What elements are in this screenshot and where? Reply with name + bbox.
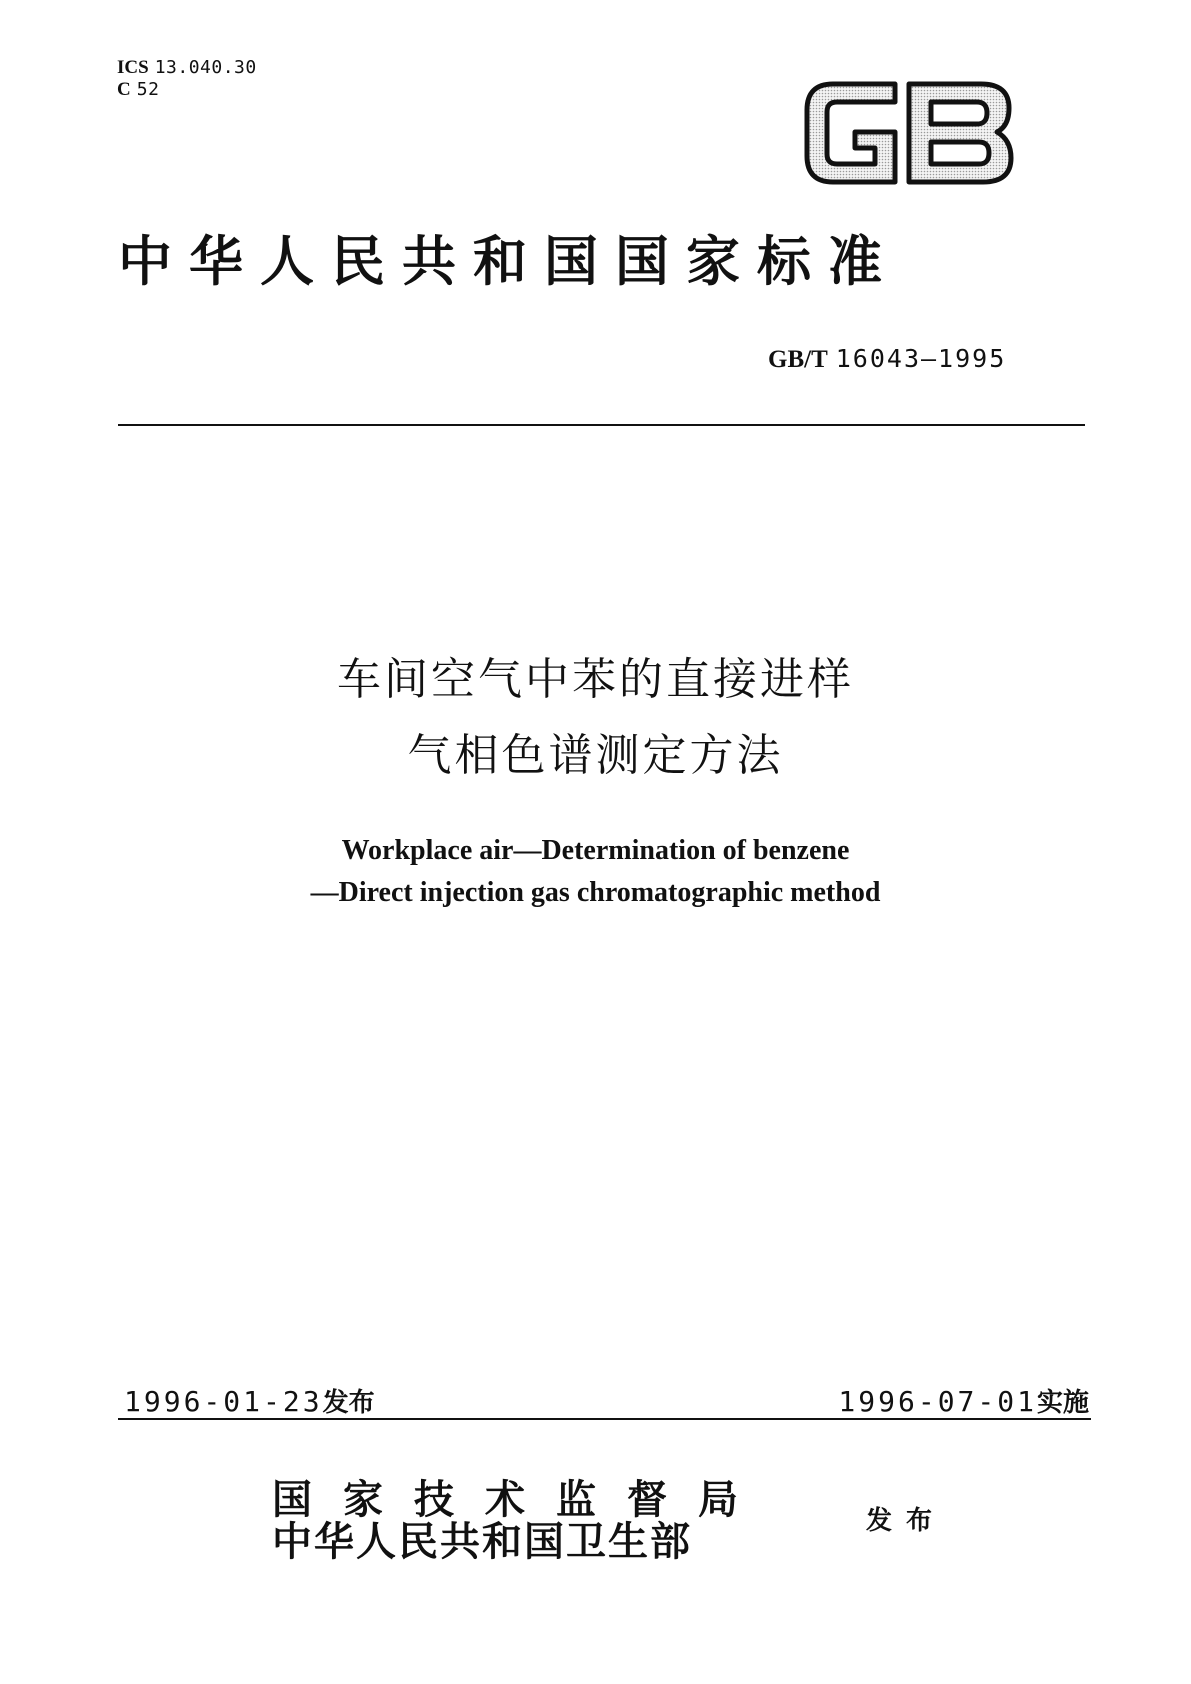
effective-date-value: 1996-07-01	[838, 1385, 1037, 1418]
gb-logo	[803, 80, 1015, 186]
effective-date-suffix: 实施	[1036, 1388, 1089, 1418]
footer-divider	[118, 1418, 1091, 1420]
title-en-line2: —Direct injection gas chromatographic method	[310, 877, 881, 908]
c-line	[117, 79, 257, 101]
standard-code-number: 16043—1995	[835, 344, 1007, 373]
ics-line	[117, 57, 257, 79]
ics-label: ICS	[117, 57, 149, 78]
title-cn-line2: 气相色谱测定方法	[407, 730, 784, 781]
issuer-line2: 中华人民共和国卫生部	[272, 1518, 692, 1565]
title-en-line1: Workplace air—Determination of benzene	[341, 835, 850, 866]
issuer-line1: 国家技术监督局	[272, 1476, 769, 1523]
issued-date	[124, 1382, 375, 1419]
effective-date	[838, 1382, 1089, 1419]
publish-label: 发布	[866, 1506, 947, 1536]
ics-classification	[117, 57, 257, 101]
header-divider	[118, 424, 1085, 426]
issued-date-value: 1996-01-23	[124, 1385, 323, 1418]
ics-code: 13.040.30	[154, 57, 257, 78]
c-code: 52	[136, 79, 160, 100]
standard-code-prefix: GB/T	[768, 346, 828, 373]
issued-date-suffix: 发布	[322, 1388, 375, 1418]
title-cn-line1: 车间空气中苯的直接进样	[337, 654, 854, 705]
standard-code	[768, 344, 1006, 374]
standard-title: 中华人民共和国国家标准	[118, 230, 899, 293]
c-label: C	[117, 79, 131, 100]
